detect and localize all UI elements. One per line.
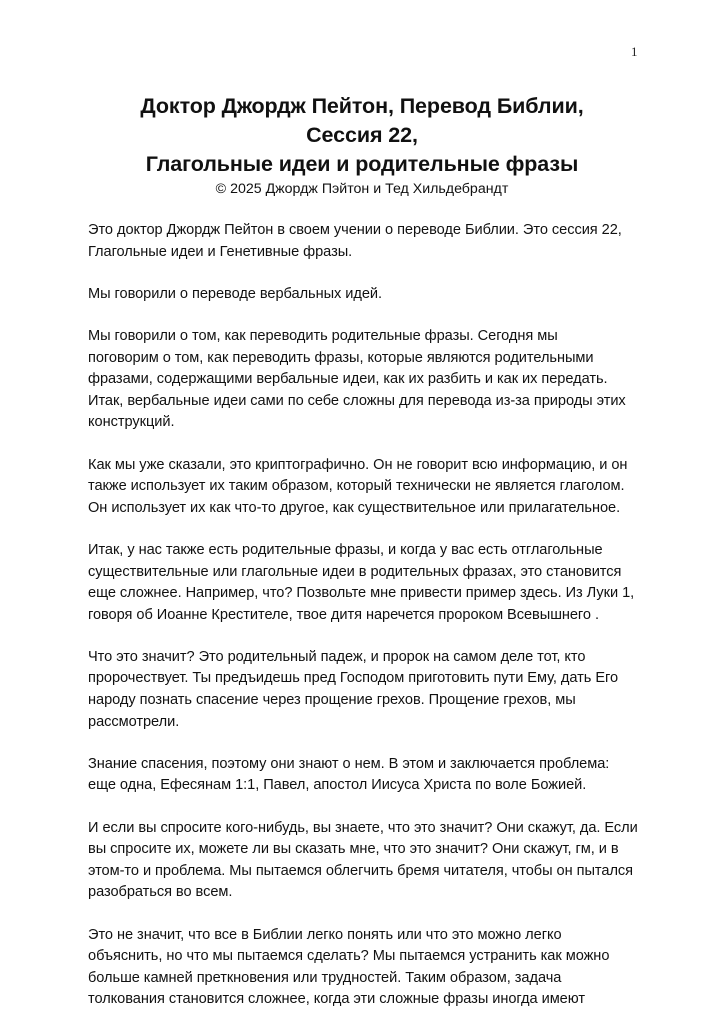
paragraph-1: [88, 220, 648, 263]
paragraph-line: Мы говорили о переводе вербальных идей.: [88, 285, 383, 302]
title-block: [60, 92, 664, 199]
paragraph-3: [88, 326, 648, 434]
paragraph-line: Это доктор Джордж Пейтон в своем учении о переводе Библии. Это сессия 22,: [88, 222, 622, 238]
paragraph-line: пророчествует. Ты предъидешь пред Господом приготовить пути Ему, дать Его: [88, 670, 619, 687]
paragraph-line: толкования становится сложнее, когда эти сложные фразы иногда имеют: [88, 991, 585, 1008]
paragraph-2: [88, 284, 648, 306]
paragraph-line: фразами, содержащими вербальные идеи, как их разбить и как их передать.: [88, 371, 608, 388]
copyright-notice: © 2025 Джордж Пэйтон и Тед Хильдебрандт: [215, 181, 509, 197]
paragraph-line: Итак, у нас также есть родительные фразы, и когда у вас есть отглагольные: [88, 541, 603, 558]
paragraph-line: Как мы уже сказали, это криптографично. Он не говорит всю информацию, и он: [88, 456, 628, 473]
document-title-line-3: Глагольные идеи и родительные фразы: [145, 152, 579, 176]
paragraph-4: [88, 455, 648, 520]
paragraph-line: Это не значит, что все в Библии легко понять или что это можно легко: [88, 926, 562, 943]
paragraph-line: рассмотрели.: [88, 713, 180, 730]
paragraph-line: еще одна, Ефесянам 1:1, Павел, апостол Иисуса Христа по воле Божией.: [88, 777, 587, 794]
document-title-line-1: Доктор Джордж Пейтон, Перевод Библии,: [140, 94, 584, 118]
document-title-line-2: Сессия 22,: [306, 123, 418, 147]
paragraph-line: говоря об Иоанне Крестителе, твое дитя наречется пророком Всевышнего .: [88, 606, 599, 623]
paragraph-line: народу познать спасение через прощение грехов. Прощение грехов, мы: [88, 692, 576, 709]
paragraph-8: [88, 818, 648, 904]
paragraph-line: этом-то и проблема. Мы пытаемся облегчить бремя читателя, чтобы он пытался: [88, 862, 634, 879]
paragraph-line: объяснить, но что мы пытаемся сделать? Мы пытаемся устранить как можно: [88, 948, 610, 965]
page-number: 1: [631, 44, 638, 59]
paragraph-7: [88, 754, 648, 797]
paragraph-line: Знание спасения, поэтому они знают о нем. В этом и заключается проблема:: [88, 755, 610, 772]
paragraph-5: [88, 540, 648, 626]
paragraph-line: Мы говорили о том, как переводить родительные фразы. Сегодня мы: [88, 327, 558, 344]
paragraph-line: И если вы спросите кого-нибудь, вы знаете, что это значит? Они скажут, да. Если: [88, 819, 638, 836]
paragraph-line: Он использует их как что-то другое, как существительное или прилагательное.: [88, 499, 621, 516]
paragraph-line: разобраться во всем.: [88, 884, 233, 901]
paragraph-line: существительные или глагольные идеи в родительных фразах, это становится: [88, 563, 622, 580]
paragraph-line: вы спросите их, можете ли вы сказать мне, что это значит? Они скажут, гм, и в: [88, 841, 619, 858]
paragraph-line: больше камней преткновения или трудностей. Таким образом, задача: [88, 969, 562, 986]
paragraph-9: [88, 925, 648, 1011]
paragraph-line: Итак, вербальные идеи сами по себе сложны для перевода из-за природы этих: [88, 392, 626, 409]
paragraph-line: Глагольные идеи и Генетивные фразы.: [88, 243, 353, 260]
paragraph-line: также использует их таким образом, который технически не является глаголом.: [88, 478, 625, 495]
paragraph-6: [88, 647, 648, 733]
paragraph-line: поговорим о том, как переводить фразы, которые являются родительными: [88, 349, 594, 366]
paragraph-line: Что это значит? Это родительный падеж, и пророк на самом деле тот, кто: [88, 648, 586, 665]
body-text: [88, 220, 648, 1032]
paragraph-line: конструкций.: [88, 414, 175, 431]
paragraph-line: еще сложнее. Например, что? Позвольте мне привести пример здесь. Из Луки 1,: [88, 585, 635, 602]
